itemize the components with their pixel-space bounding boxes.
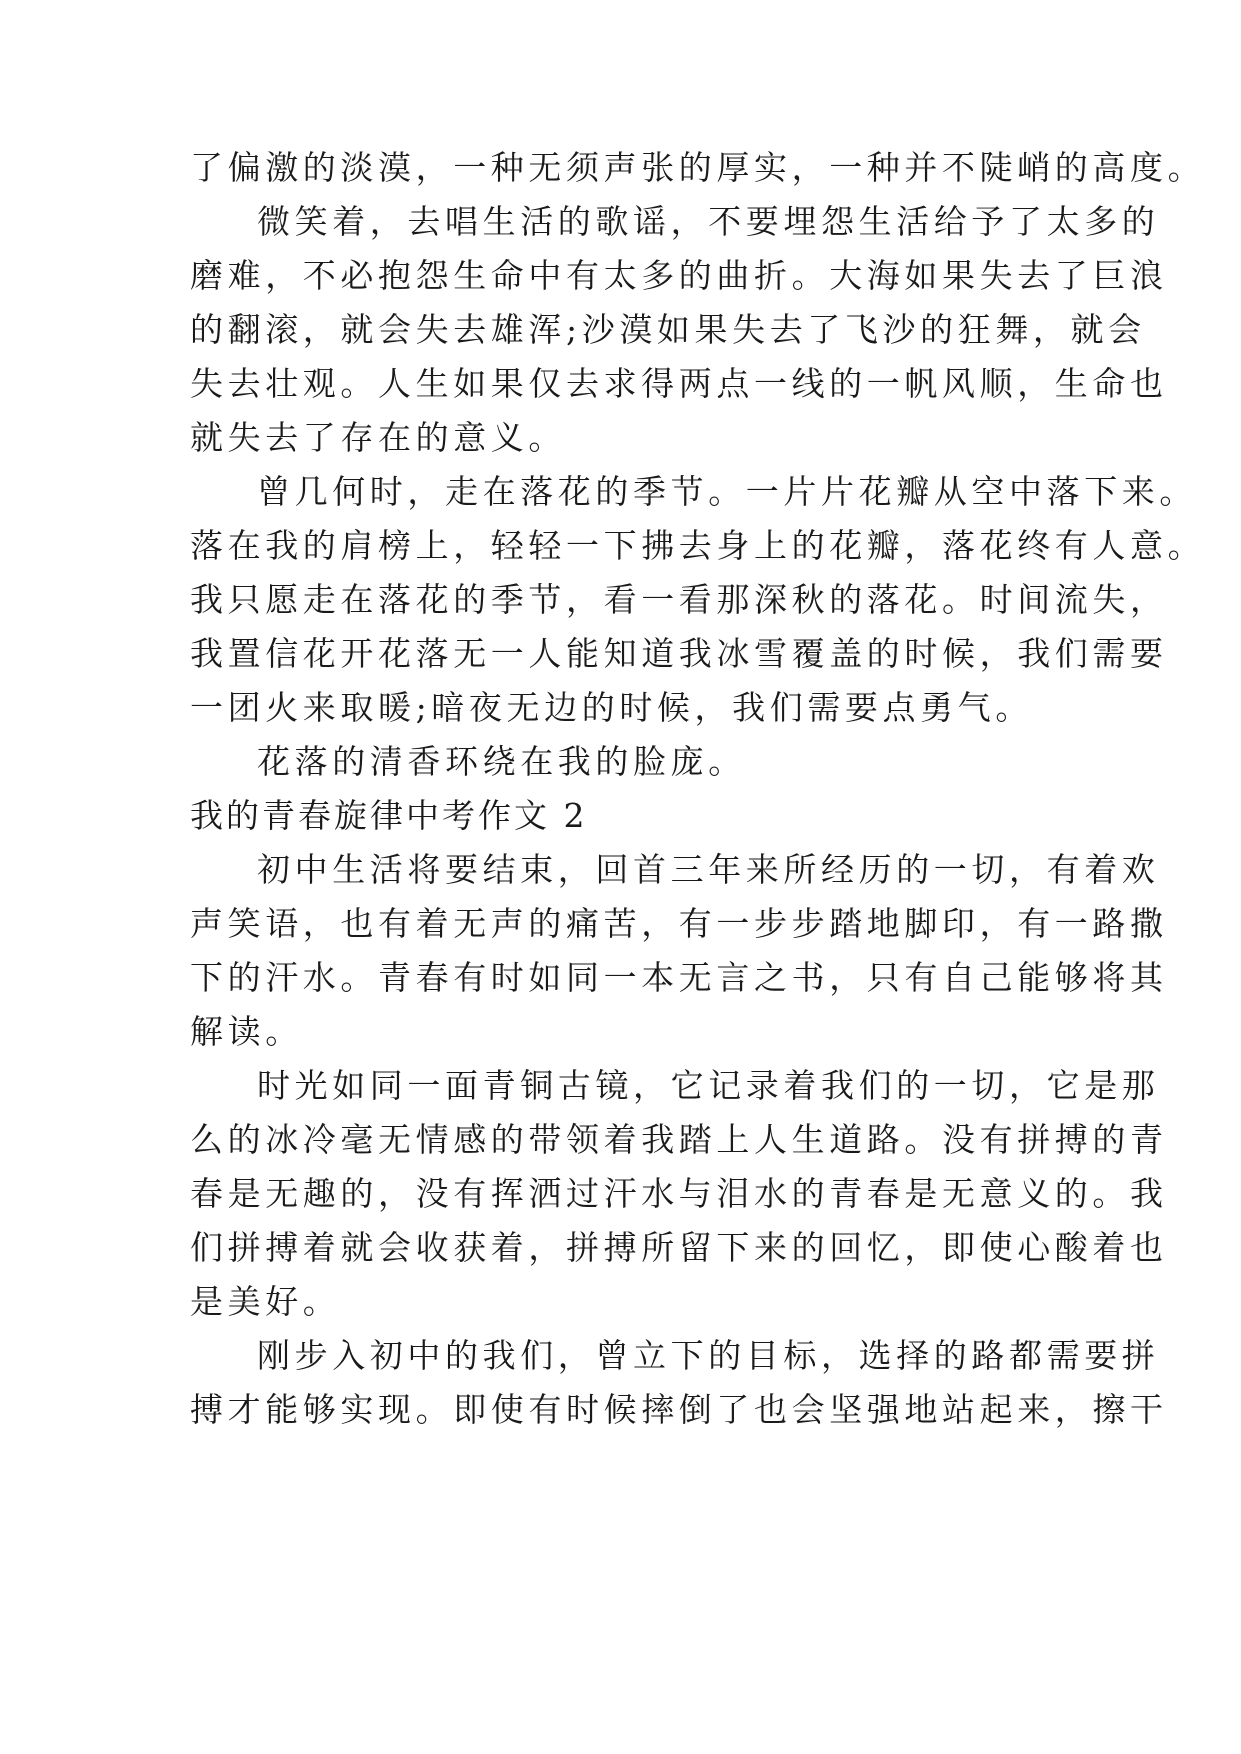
paragraph-first-line: 时光如同一面青铜古镜，它记录着我们的一切，它是那 (257, 1066, 1160, 1105)
text-line: 是美好。 (190, 1282, 341, 1321)
text-line: 磨难，不必抱怨生命中有太多的曲折。大海如果失去了巨浪 (190, 256, 1168, 295)
text-line: 的翻滚，就会失去雄浑;沙漠如果失去了飞沙的狂舞，就会 (190, 310, 1146, 349)
text-line: 失去壮观。人生如果仅去求得两点一线的一帆风顺，生命也 (190, 364, 1168, 403)
paragraph-first-line: 花落的清香环绕在我的脸庞。 (257, 742, 746, 781)
text-line: 春是无趣的，没有挥洒过汗水与泪水的青春是无意义的。我 (190, 1174, 1168, 1213)
text-line: 一团火来取暖;暗夜无边的时候，我们需要点勇气。 (190, 688, 1033, 727)
text-line: 解读。 (190, 1012, 303, 1051)
paragraph-first-line: 曾几何时，走在落花的季节。一片片花瓣从空中落下来。 (257, 472, 1197, 511)
text-line: 我只愿走在落花的季节，看一看那深秋的落花。时间流失， (190, 580, 1168, 619)
paragraph-first-line: 刚步入初中的我们，曾立下的目标，选择的路都需要拼 (257, 1336, 1160, 1375)
paragraph-first-line: 初中生活将要结束，回首三年来所经历的一切，有着欢 (257, 850, 1160, 889)
text-line: 声笑语，也有着无声的痛苦，有一步步踏地脚印，有一路撒 (190, 904, 1168, 943)
text-line: 我置信花开花落无一人能知道我冰雪覆盖的时候，我们需要 (190, 634, 1168, 673)
text-line: 落在我的肩榜上，轻轻一下拂去身上的花瓣，落花终有人意。 (190, 526, 1206, 565)
text-line: 搏才能够实现。即使有时候摔倒了也会坚强地站起来，擦干 (190, 1390, 1168, 1429)
text-line: 下的汗水。青春有时如同一本无言之书，只有自己能够将其 (190, 958, 1168, 997)
text-line: 么的冰冷毫无情感的带领着我踏上人生道路。没有拼搏的青 (190, 1120, 1168, 1159)
paragraph-first-line: 微笑着，去唱生活的歌谣，不要埋怨生活给予了太多的 (257, 202, 1160, 241)
text-line: 了偏激的淡漠，一种无须声张的厚实，一种并不陡峭的高度。 (190, 148, 1206, 187)
text-line: 就失去了存在的意义。 (190, 418, 566, 457)
text-line: 们拼搏着就会收获着，拼搏所留下来的回忆，即使心酸着也 (190, 1228, 1168, 1267)
section-heading: 我的青春旋律中考作文 2 (190, 796, 588, 835)
